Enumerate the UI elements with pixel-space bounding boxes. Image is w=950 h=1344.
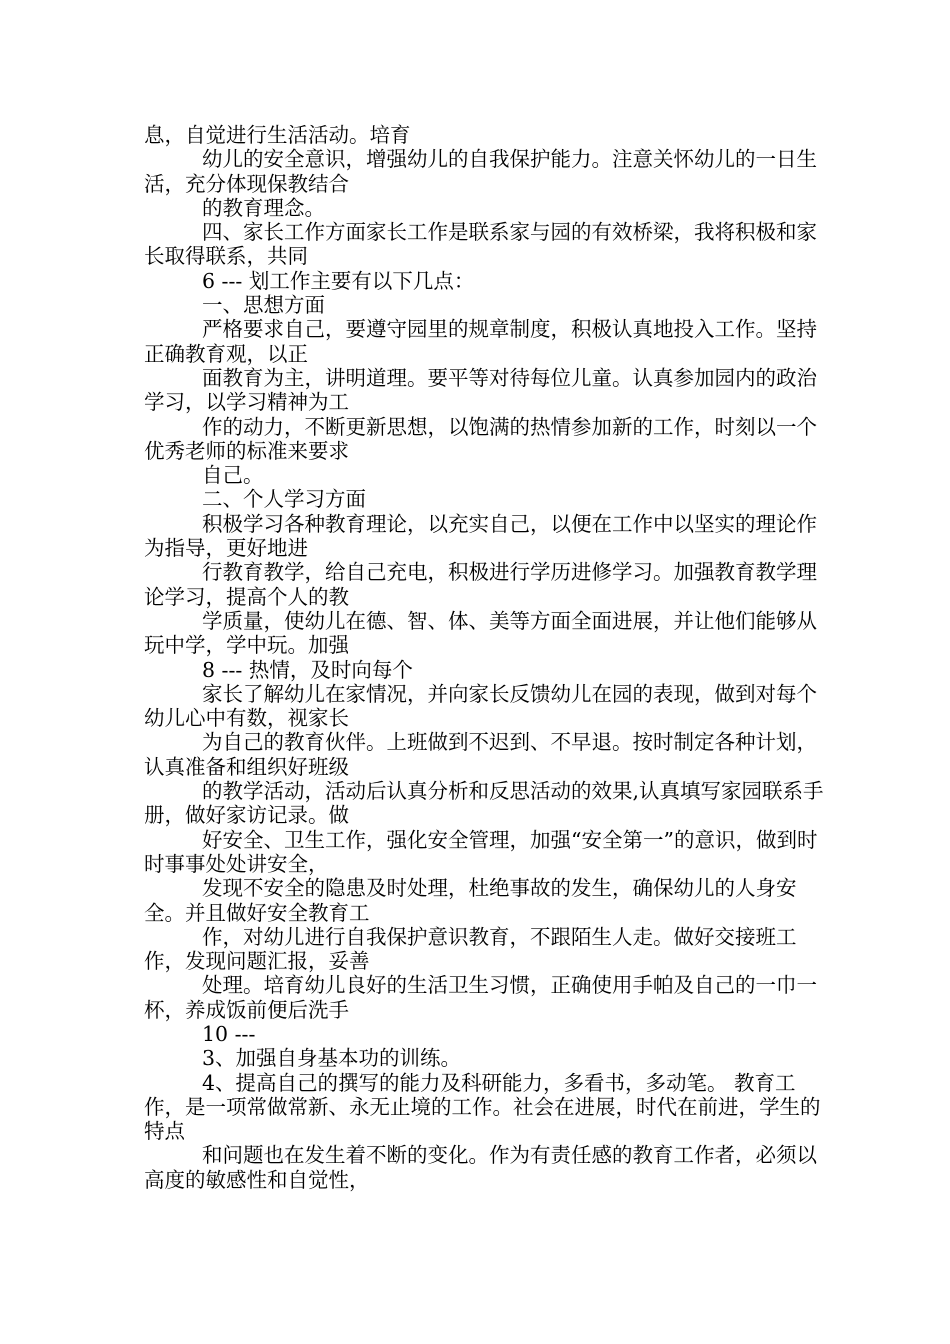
page-marker-8: 8 --- 热情，及时向每个 [202, 657, 413, 682]
section-heading-thought: 一、思想方面 [202, 293, 325, 318]
paragraph-1: 息，自觉进行生活活动。培育 [144, 123, 411, 147]
paragraph-22: 处理。培育幼儿良好的生活卫生习惯，正确使用手帕及自己的一巾一杯，养成饭前便后洗手 [144, 973, 817, 1022]
paragraph-25: 4、提高自己的撰写的能力及科研能力，多看书，多动笔。 教育工作，是一项常做常新、永无止境的工作。社会在进展，时代在前进，学生的特点 [144, 1070, 821, 1144]
page-marker-6: 6 --- 划工作主要有以下几点： [202, 268, 475, 293]
paragraph-12: 积极学习各种教育理论，以充实自己，以便在工作中以坚实的理论作为指导，更好地进 [144, 511, 817, 561]
paragraph-3: 的教育理念。 [202, 195, 325, 220]
paragraph-10: 自己。 [202, 463, 264, 488]
paragraph-24: 3、加强自身基本功的训练。 [202, 1046, 462, 1071]
paragraph-14: 学质量，使幼儿在德、智、体、美等方面全面进展，并让他们能够从玩中学，学中玩。加强 [144, 608, 817, 658]
paragraph-16: 家长了解幼儿在家情况，并向家长反馈幼儿在园的表现，做到对每个幼儿心中有数，视家长 [144, 681, 817, 731]
paragraph-20: 发现不安全的隐患及时处理，杜绝事故的发生，确保幼儿的人身安全。并且做好安全教育工 [144, 876, 797, 925]
paragraph-17: 为自己的教育伙伴。上班做到不迟到、不早退。按时制定各种计划，认真准备和组织好班级 [144, 730, 817, 779]
paragraph-9: 作的动力，不断更新思想，以饱满的热情参加新的工作，时刻以一个优秀老师的标准来要求 [144, 414, 817, 463]
paragraph-4: 四、家长工作方面家长工作是联系家与园的有效桥梁，我将积极和家长取得联系，共同 [144, 220, 817, 269]
paragraph-8: 面教育为主，讲明道理。要平等对待每位儿童。认真参加园内的政治学习，以学习精神为工 [144, 365, 817, 415]
paragraph-13: 行教育教学，给自己充电，积极进行学历进修学习。加强教育教学理论学习，提高个人的教 [144, 560, 817, 609]
paragraph-2: 幼儿的安全意识，增强幼儿的自我保护能力。注意关怀幼儿的一日生活，充分体现保教结合 [144, 147, 817, 196]
paragraph-21: 作，对幼儿进行自我保护意识教育，不跟陌生人走。做好交接班工作，发现问题汇报，妥善 [144, 924, 797, 974]
document-body [144, 123, 824, 1192]
paragraph-7: 严格要求自己，要遵守园里的规章制度，积极认真地投入工作。坚持正确教育观，以正 [144, 317, 817, 366]
section-heading-study: 二、个人学习方面 [202, 487, 366, 512]
paragraph-18: 的教学活动，活动后认真分析和反思活动的效果,认真填写家园联系手册，做好家访记录。做 [144, 779, 824, 828]
paragraph-19: 好安全、卫生工作，强化安全管理，加强“安全第一”的意识，做到时时事事处处讲安全， [144, 827, 818, 876]
paragraph-26: 和问题也在发生着不断的变化。作为有责任感的教育工作者，必须以高度的敏感性和自觉性， [144, 1143, 817, 1192]
page-marker-10: 10 --- [202, 1021, 256, 1046]
